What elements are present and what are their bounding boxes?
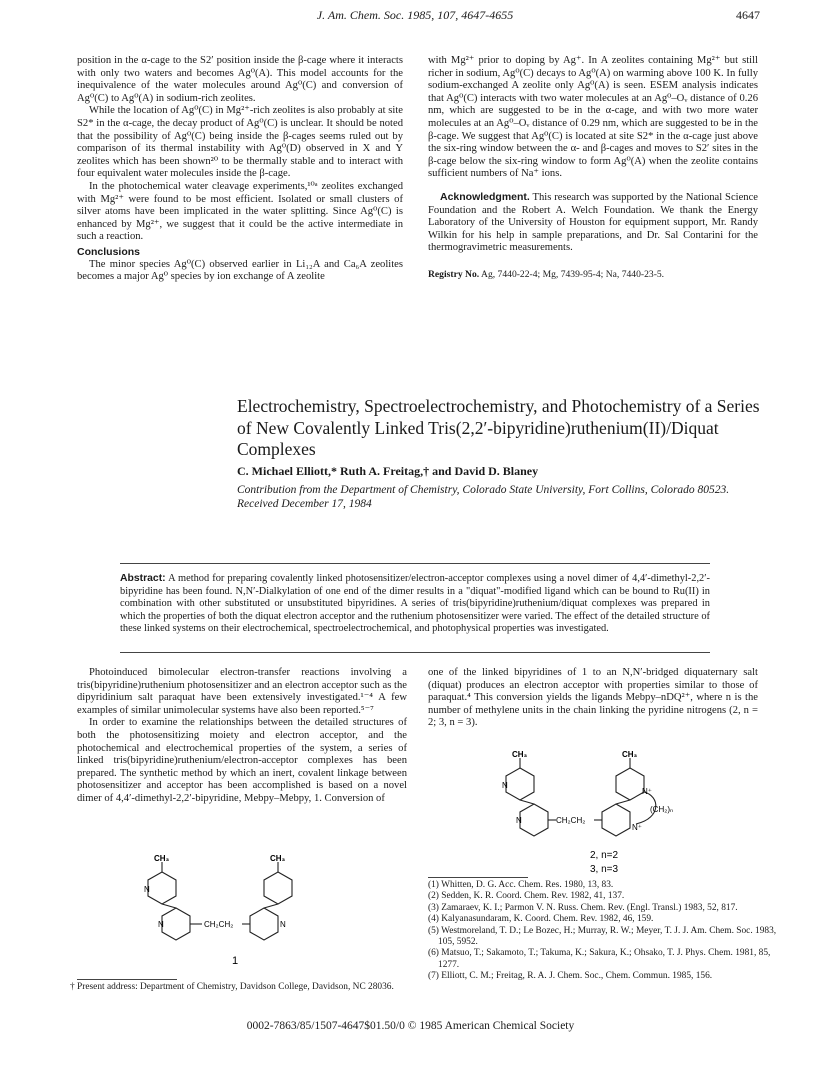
running-header [70, 8, 760, 28]
nitrogen-label: N [502, 781, 508, 790]
nitrogen-label: N⁺ [642, 787, 652, 796]
article-right-column [428, 667, 758, 730]
abstract-text: A method for preparing covalently linked photosensitizer/electron-acceptor complexes using a novel dimer of 4,4′-dimethyl-2,2′-bipyridine has been found. N,N′-Dialkylation of one end of the dimer results in a "diquat"-modified ligand which can be bound to Ru(II) in combination with other substituted or unsubstituted bipyridines. A series of tris(bipyridine)ruthenium/diquat complexes was prepared in which the properties of both the diquat electron acceptor and the ruthenium photosensitizer were varied. The effect of the detailed structure of these linked systems on their electrochemical, spectroelectrochemical, and photophysical properties was investigated. [120, 573, 710, 635]
ack-label: Acknowledgment. [440, 190, 530, 203]
pyridine-ring [250, 908, 278, 940]
abstract-top-rule [120, 563, 710, 564]
compound-label: 3, n=3 [590, 864, 619, 875]
conclusions-heading: Conclusions [77, 245, 141, 258]
abstract-label: Abstract: [120, 573, 166, 584]
ch3-label: CH₃ [154, 854, 170, 863]
footnote-rule [77, 979, 177, 980]
reference-item: (5) Westmoreland, T. D.; Le Bozec, H.; Murray, R. W.; Meyer, T. J. J. Am. Chem. Soc. 1983, 105, 5952. [428, 925, 777, 948]
article-left-column [77, 667, 407, 806]
pyridine-ring [148, 872, 176, 904]
nitrogen-label: N [280, 920, 286, 929]
ch3-label: CH₃ [512, 750, 528, 759]
prev-paragraph: with Mg²⁺ prior to doping by Ag⁺. In A zeolites containing Mg²⁺ but still richer in sodium, Ag⁰(C) decays to Ag⁰(A) on warming above 100 K. In fully sodium-exchanged A zeolite only Ag⁰(A) is seen. ESEM analysis indicates that Ag⁰(C) interacts with two water molecules at an Ag⁰–Oᵥ distance of 0.26 nm, which are suggested to be in the α-cage, and with two more water molecules at an Ag⁰–Oᵥ distance of 0.29 nm, which are suggested to be in the β-cage. We suggest that Ag⁰(C) is located at site S2* in the α-cage just above the six-ring window between the α- and β-cages and moves to S2′ sites in the β-cage below the six-ring window to form Ag⁰(A) when the zeolite contains sufficient numbers of Na⁺ ions. [428, 55, 758, 180]
pyridine-ring [506, 768, 534, 800]
prev-article-left-column [77, 55, 403, 284]
copyright-line: 0002-7863/85/1507-4647$01.50/0 © 1985 American Chemical Society [246, 1020, 575, 1032]
pyridine-ring [520, 804, 548, 836]
compound-label: 1 [232, 955, 239, 967]
author-footnote: † Present address: Department of Chemistry, Davidson College, Davidson, NC 28036. [70, 982, 394, 992]
registry-text: Ag, 7440-22-4; Mg, 7439-95-4; Na, 7440-23-5. [479, 268, 665, 280]
acknowledgment [428, 191, 758, 255]
nitrogen-label: N [144, 885, 150, 894]
body-paragraph: In order to examine the relationships between the detailed structures of both the photosensitizing moiety and electron acceptor, and the photochemical and electrochemical properties of the system, a series of linked tris(bipyridine)ruthenium/electron-acceptor complexes has been prepared. The synthetic method by which an inert, covalent linkage between photosensitizer and acceptor has been accomplished is based on a novel dimer of 4,4′-dimethyl-2,2′-bipyridine, Mebpy–Mebpy, 1. Conversion of [77, 717, 407, 804]
pyridinium-ring [616, 768, 644, 800]
reference-item: (1) Whitten, D. G. Acc. Chem. Res. 1980, 13, 83. [428, 880, 614, 890]
reference-item: (3) Zamaraev, K. I.; Parmon V. N. Russ. Chem. Rev. (Engl. Transl.) 1983, 52, 817. [428, 902, 738, 913]
reference-item: (2) Sedden, K. R. Coord. Chem. Rev. 1982, 41, 137. [428, 891, 625, 902]
journal-citation: J. Am. Chem. Soc. 1985, 107, 4647-4655 [316, 8, 514, 22]
body-paragraph: one of the linked bipyridines of 1 to an N,N′-bridged diquaternary salt (diquat) produces an electron acceptor with properties similar to those of paraquat.⁴ This conversion yields the ligands Mebpy–nDQ²⁺, where n is the number of methylene units in the chain linking the pyridine nitrogens (2, n = 2; 3, n = 3). [428, 667, 758, 729]
nitrogen-label: N [516, 816, 522, 825]
reference-item: (7) Elliott, C. M.; Freitag, R. A. J. Chem. Soc., Chem. Commun. 1985, 156. [428, 971, 713, 982]
ch3-label: CH₃ [622, 750, 638, 759]
pyridine-ring [162, 908, 190, 940]
prev-paragraph: position in the α-cage to the S2′ position inside the β-cage where it interacts with only two waters and becomes Ag⁰(A). This model accounts for the inequivalence of the water molecules around Ag⁰(C) and conversion of Ag⁰(C) to Ag⁰(A) in sodium-rich zeolites. [77, 55, 403, 104]
references-rule [428, 877, 528, 878]
reference-item: (4) Kalyanasundaram, K. Coord. Chem. Rev. 1982, 46, 159. [428, 914, 654, 925]
prev-article-right-column [428, 55, 758, 282]
compound-label: 2, n=2 [590, 850, 619, 861]
article-contribution: Contribution from the Department of Chemistry, Colorado State University, Fort Collins, Colorado 80523. Received December 17, 1984 [237, 484, 730, 510]
article-authors: C. Michael Elliott,* Ruth A. Freitag,† and David D. Blaney [237, 464, 539, 478]
ack-text: This research was supported by the National Science Foundation and the Robert A. Welch Foundation. We thank the Energy Laboratory of the University of Houston for equipment support, Mr. Randy Wilkin for his help in sample preparations, and Dr. Sal Contarini for the thermogravimetric measurements. [428, 191, 758, 254]
reference-item: (6) Matsuo, T.; Sakamoto, T.; Takuma, K.; Sakura, K.; Ohsako, T. J. Phys. Chem. 1981, 85, 1277. [428, 948, 771, 970]
pyridine-ring [264, 872, 292, 904]
structure-2-3-diagram [490, 748, 720, 880]
registry-numbers [428, 269, 758, 282]
abstract-bottom-rule [120, 652, 710, 653]
prev-paragraph: In the photochemical water cleavage experiments,¹⁰ᵃ zeolites exchanged with Mg²⁺ were found to be most efficient. Isolated or small clusters of silver atoms have been implicated in the water splitting. Since Ag⁰(C) is enhanced by Mg²⁺, we suggest that it could be the active intermediate in such a reaction. [77, 180, 403, 243]
linker-label: CH₂CH₂ [556, 816, 586, 825]
abstract [120, 573, 710, 636]
structure-1-diagram [130, 852, 350, 970]
article-title: Electrochemistry, Spectroelectrochemistry, and Photochemistry of a Series of New Covalently Linked Tris(2,2′-bipyridine)ruthenium(II)/Diquat Complexes [237, 396, 760, 459]
linker-label: CH₂CH₂ [204, 920, 234, 929]
ring-label: (CH₂)ₙ [650, 805, 674, 814]
prev-paragraph: While the location of Ag⁰(C) in Mg²⁺-rich zeolites is also probably at site S2* in the α-cage, the decay product of Ag⁰(C) is unclear. It should be noted that the possibility of Ag⁰(C) being inside the β-cages seems ruled out by comparison of its thermal instability with Ag⁰(D) observed in X and Y zeolites which has been shown²⁰ to be thermally stable and to interact with four equivalent water molecules inside the β-cage. [77, 105, 403, 180]
nitrogen-label: N⁺ [632, 823, 642, 832]
nitrogen-label: N [158, 920, 164, 929]
registry-label: Registry No. [428, 268, 480, 280]
prev-paragraph: The minor species Ag⁰(C) observed earlier in Li₁₂A and Ca₆A zeolites becomes a major Ag⁰ species by ion exchange of A zeolite [77, 258, 403, 283]
references-list [428, 880, 778, 983]
body-paragraph: Photoinduced bimolecular electron-transfer reactions involving a tris(bipyridine)ruthenium photosensitizer and an electron acceptor such as the dipyridinium salt paraquat have been extensively investigated.¹⁻⁴ A few examples of similar unimolecular systems have also been reported.⁵⁻⁷ [77, 667, 407, 716]
page-number: 4647 [736, 8, 760, 22]
pyridinium-ring [602, 804, 630, 836]
ch3-label: CH₃ [270, 854, 286, 863]
